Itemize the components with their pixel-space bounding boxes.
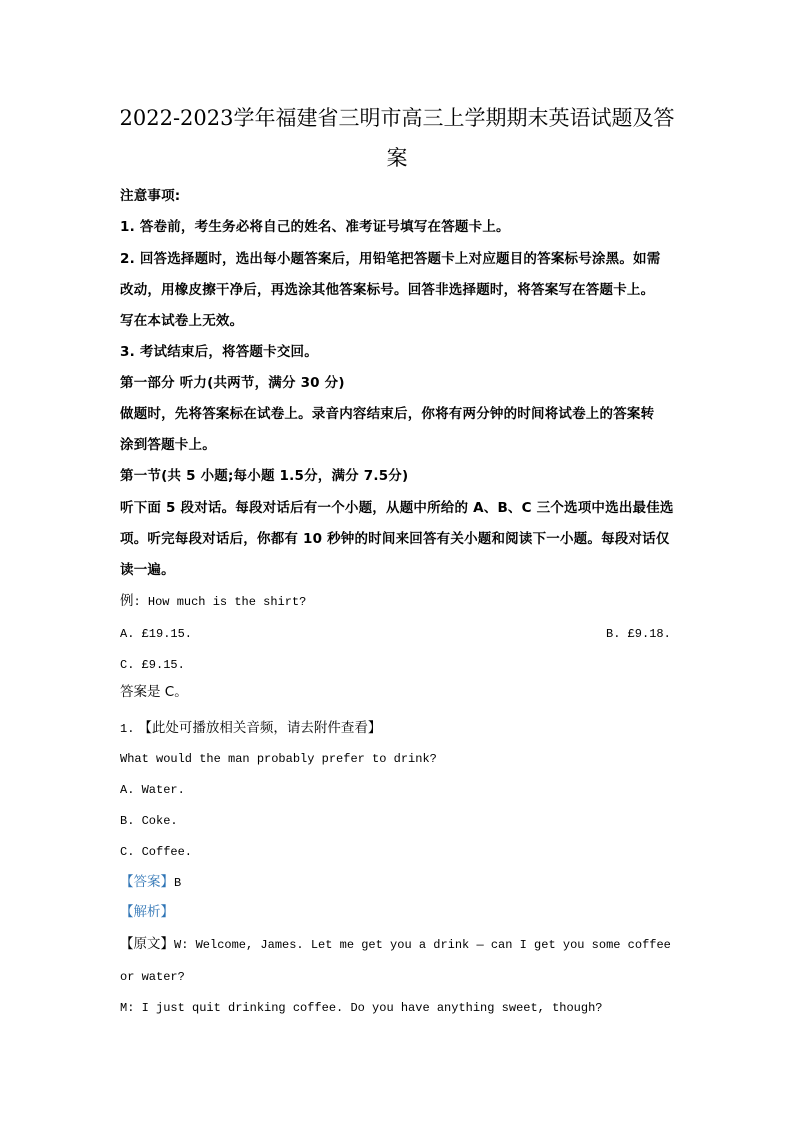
question-1-option-a: A. Water.	[120, 783, 185, 797]
part1-instruction-line2: 涂到答题卡上。	[120, 437, 216, 453]
answer-value: B	[174, 876, 182, 890]
example-question-text: : How much is the shirt?	[133, 595, 307, 609]
section1-heading: 第一节(共 5 小题;每小题 1.5分，满分 7.5分)	[120, 468, 409, 484]
section1-instruction-line2: 项。听完每段对话后，你都有 10 秒钟的时间来回答有关小题和阅读下一小题。每段对话仅	[120, 531, 670, 547]
notice-item-2-line2: 改动，用橡皮擦干净后，再选涂其他答案标号。回答非选择题时，将答案写在答题卡上。	[120, 282, 655, 298]
part1-instruction-line1: 做题时，先将答案标在试卷上。录音内容结束后，你将有两分钟的时间将试卷上的答案转	[120, 406, 655, 422]
answer-label: 【答案】	[120, 874, 174, 890]
example-option-a: A. £19.15.	[120, 627, 193, 641]
example-option-c: C. £9.15.	[120, 658, 185, 672]
question-1-answer	[120, 872, 181, 893]
document-title-line2: 案	[386, 146, 408, 170]
analysis-label: 【解析】	[120, 904, 174, 920]
notice-item-3: 3. 考试结束后，将答题卡交回。	[120, 344, 318, 360]
example-prefix: 例	[120, 593, 134, 609]
transcript-line1	[120, 934, 671, 955]
notice-heading: 注意事项:	[120, 188, 181, 204]
question-1-option-c: C. Coffee.	[120, 845, 193, 859]
audio-attachment-note[interactable]: 【此处可播放相关音频，请去附件查看】	[138, 720, 382, 736]
question-1-text: What would the man probably prefer to drink?	[120, 752, 437, 766]
transcript-label: 【原文】	[120, 936, 174, 952]
notice-item-2-line1: 2. 回答选择题时，选出每小题答案后，用铅笔把答题卡上对应题目的答案标号涂黑。如需	[120, 251, 661, 267]
question-1-option-b: B. Coke.	[120, 814, 178, 828]
transcript-line2: or water?	[120, 970, 185, 984]
example-question	[120, 591, 306, 612]
notice-item-1: 1. 答卷前，考生务必将自己的姓名、准考证号填写在答题卡上。	[120, 219, 510, 235]
example-answer: 答案是 C。	[120, 684, 188, 700]
section1-instruction-line3: 读一遍。	[120, 562, 175, 578]
transcript-line3: M: I just quit drinking coffee. Do you have anything sweet, though?	[120, 1001, 603, 1015]
question-1-number: 1.	[120, 722, 135, 736]
question-1-header	[120, 718, 381, 739]
document-title-line1: 2022-2023学年福建省三明市高三上学期期末英语试题及答	[119, 106, 675, 130]
notice-item-2-line3: 写在本试卷上无效。	[120, 313, 244, 329]
transcript-text-1: W: Welcome, James. Let me get you a drink — can I get you some coffee	[174, 938, 671, 952]
section1-instruction-line1: 听下面 5 段对话。每段对话后有一个小题，从题中所给的 A、B、C 三个选项中选出最佳选	[120, 500, 674, 516]
example-option-b: B. £9.18.	[606, 627, 671, 641]
part1-heading: 第一部分 听力(共两节，满分 30 分)	[120, 375, 345, 391]
